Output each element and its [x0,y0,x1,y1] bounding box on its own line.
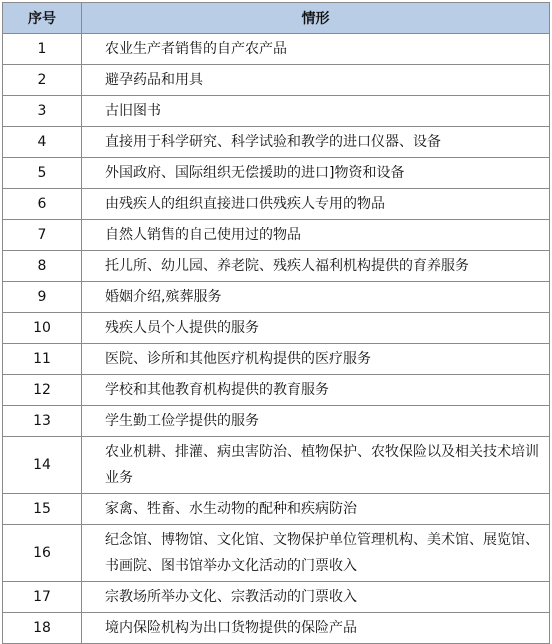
table-row [3,613,550,644]
row-situation: 农业机耕、排灌、病虫害防治、植物保护、农牧保险以及相关技术培训业务 [82,437,550,494]
row-situation: 境内保险机构为出口货物提供的保险产品 [82,613,550,644]
table-row [3,282,550,313]
table-row [3,494,550,525]
row-situation: 古旧图书 [82,96,550,127]
row-number: 14 [3,437,82,494]
table-body [3,34,550,644]
table-row [3,158,550,189]
row-number: 12 [3,375,82,406]
row-number: 5 [3,158,82,189]
row-number: 1 [3,34,82,65]
row-situation: 宗教场所举办文化、宗教活动的门票收入 [82,582,550,613]
row-number: 17 [3,582,82,613]
table-row [3,65,550,96]
row-situation: 医院、诊所和其他医疗机构提供的医疗服务 [82,344,550,375]
table-row [3,127,550,158]
table-row [3,375,550,406]
row-number: 7 [3,220,82,251]
row-number: 2 [3,65,82,96]
header-row [3,3,550,34]
exemption-table-container [2,2,549,644]
table-row [3,525,550,582]
table-row [3,406,550,437]
row-number: 4 [3,127,82,158]
row-situation: 外国政府、国际组织无偿援助的进口]物资和设备 [82,158,550,189]
row-situation: 托儿所、幼儿园、养老院、残疾人福利机构提供的育养服务 [82,251,550,282]
table-row [3,582,550,613]
table-row [3,34,550,65]
row-number: 16 [3,525,82,582]
row-situation: 由残疾人的组织直接进口供残疾人专用的物品 [82,189,550,220]
table-row [3,96,550,127]
header-situation: 情形 [82,3,550,34]
row-situation: 学校和其他教育机构提供的教育服务 [82,375,550,406]
row-situation: 婚姻介绍,殡葬服务 [82,282,550,313]
row-situation: 家禽、牲畜、水生动物的配种和疾病防治 [82,494,550,525]
row-number: 10 [3,313,82,344]
table-header [3,3,550,34]
exemption-table [2,2,550,644]
header-serial-number: 序号 [3,3,82,34]
table-row [3,313,550,344]
table-row [3,189,550,220]
row-number: 18 [3,613,82,644]
table-row [3,220,550,251]
row-number: 11 [3,344,82,375]
table-row [3,344,550,375]
row-situation: 残疾人员个人提供的服务 [82,313,550,344]
row-situation: 避孕药品和用具 [82,65,550,96]
row-number: 9 [3,282,82,313]
row-number: 8 [3,251,82,282]
table-row [3,437,550,494]
row-situation: 农业生产者销售的自产农产品 [82,34,550,65]
row-number: 6 [3,189,82,220]
row-number: 13 [3,406,82,437]
row-situation: 学生勤工俭学提供的服务 [82,406,550,437]
row-number: 15 [3,494,82,525]
row-number: 3 [3,96,82,127]
row-situation: 直接用于科学研究、科学试验和教学的进口仪器、设备 [82,127,550,158]
table-row [3,251,550,282]
row-situation: 纪念馆、博物馆、文化馆、文物保护单位管理机构、美术馆、展览馆、书画院、图书馆举办文化活动的门票收入 [82,525,550,582]
row-situation: 自然人销售的自己使用过的物品 [82,220,550,251]
